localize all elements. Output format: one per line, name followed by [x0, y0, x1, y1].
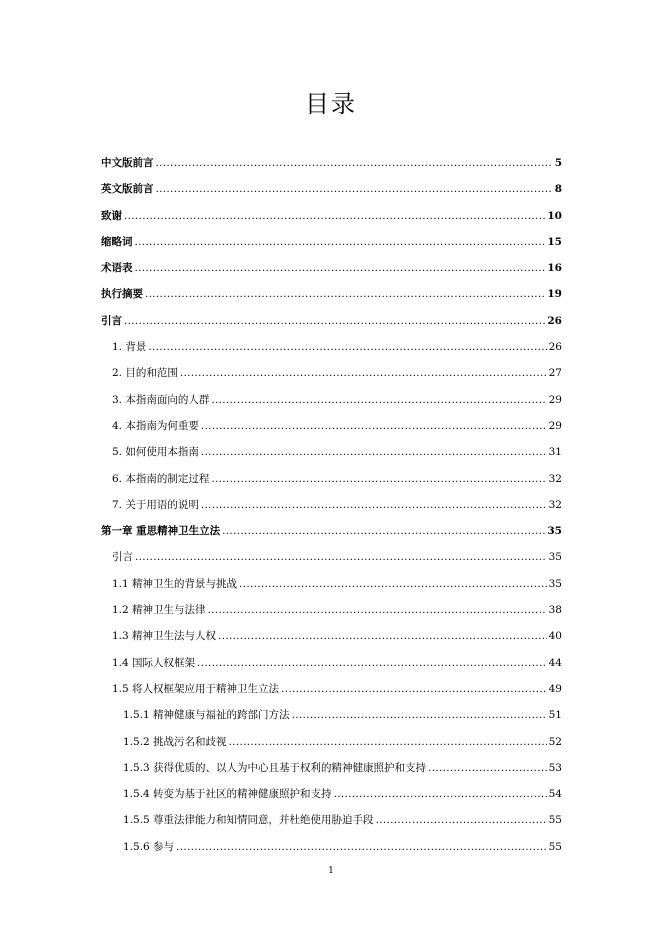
toc-entry-page-number: 19: [547, 288, 562, 301]
toc-entry[interactable]: [101, 807, 562, 833]
toc-entry[interactable]: [101, 623, 562, 649]
toc-entry-label: 1.3 精神卫生法与人权: [112, 630, 217, 643]
dot-leader: [376, 807, 547, 833]
toc-entry-page-number: 10: [547, 209, 562, 222]
toc-entry[interactable]: [101, 755, 562, 781]
dot-leader: [135, 229, 546, 255]
toc-entry-label: 1.5.4 转变为基于社区的精神健康照护和支持: [123, 788, 332, 801]
toc-entry-page-number: 29: [548, 393, 562, 406]
toc-entry-page-number: 32: [548, 498, 562, 511]
toc-entry-page-number: 5: [554, 157, 562, 169]
toc-entry-label: 5. 如何使用本指南: [112, 446, 199, 459]
toc-entry[interactable]: [101, 150, 562, 176]
dot-leader: [135, 544, 547, 570]
toc-entry-page-number: 27: [548, 367, 562, 380]
toc-entry-page-number: 38: [548, 604, 562, 617]
toc-entry-page-number: 55: [548, 814, 562, 827]
toc-entry-label: 1.2 精神卫生与法律: [112, 604, 206, 617]
dot-leader: [208, 597, 547, 623]
dot-leader: [145, 281, 545, 307]
toc-entry-label: 6. 本指南的制定过程: [112, 472, 210, 485]
toc-entry[interactable]: [101, 544, 562, 570]
toc-entry-page-number: 40: [548, 630, 562, 643]
dot-leader: [124, 203, 545, 229]
toc-entry-page-number: 54: [548, 788, 562, 801]
toc-entry-page-number: 26: [547, 314, 562, 327]
toc-entry[interactable]: [101, 492, 562, 518]
dot-leader: [211, 466, 546, 492]
toc-entry[interactable]: [101, 334, 562, 360]
dot-leader: [135, 255, 546, 281]
toc-entry[interactable]: [101, 781, 562, 807]
toc-entry-page-number: 55: [548, 840, 562, 853]
dot-leader: [148, 334, 546, 360]
dot-leader: [292, 702, 547, 728]
toc-entry-label: 1.5.3 获得优质的、以人为中心且基于权利的精神健康照护和支持: [123, 761, 427, 774]
toc-entry-page-number: 51: [548, 709, 562, 722]
dot-leader: [156, 176, 553, 202]
toc-entry-label: 缩略词: [101, 235, 133, 248]
toc-entry[interactable]: [101, 255, 562, 281]
toc-entry-page-number: 52: [548, 735, 562, 748]
toc-entry-label: 中文版前言: [101, 157, 154, 169]
toc-entry-label: 1.5.1 精神健康与福祉的跨部门方法: [123, 709, 290, 722]
toc-entry-page-number: 35: [548, 577, 562, 590]
dot-leader: [201, 413, 547, 439]
table-of-contents: [101, 150, 562, 860]
toc-entry-label: 1.4 国际人权框架: [112, 656, 196, 669]
toc-entry-page-number: 31: [548, 446, 562, 459]
dot-leader: [156, 150, 553, 176]
toc-entry[interactable]: [101, 413, 562, 439]
dot-leader: [201, 492, 547, 518]
dot-leader: [239, 571, 547, 597]
toc-entry-page-number: 53: [548, 761, 562, 774]
dot-leader: [180, 360, 547, 386]
toc-entry-page-number: 8: [554, 183, 562, 196]
toc-entry-label: 4. 本指南为何重要: [112, 419, 199, 432]
toc-entry[interactable]: [101, 176, 562, 202]
toc-entry[interactable]: [101, 308, 562, 334]
dot-leader: [218, 623, 547, 649]
toc-entry-page-number: 44: [548, 656, 562, 669]
toc-entry-page-number: 15: [547, 235, 562, 248]
dot-leader: [197, 650, 547, 676]
toc-entry[interactable]: [101, 729, 562, 755]
toc-entry-page-number: 49: [548, 682, 562, 695]
toc-entry-page-number: 29: [548, 419, 562, 432]
toc-entry-label: 1. 背景: [112, 341, 147, 354]
dot-leader: [124, 308, 545, 334]
toc-entry[interactable]: [101, 466, 562, 492]
toc-entry[interactable]: [101, 229, 562, 255]
toc-entry-label: 3. 本指南面向的人群: [112, 393, 210, 406]
dot-leader: [281, 676, 547, 702]
toc-entry-label: 1.5.2 挑战污名和歧视: [123, 735, 227, 748]
dot-leader: [176, 834, 547, 860]
toc-entry-page-number: 35: [548, 551, 562, 564]
dot-leader: [201, 439, 547, 465]
toc-entry-page-number: 16: [547, 262, 562, 275]
toc-entry-label: 引言: [112, 551, 133, 564]
toc-entry[interactable]: [101, 281, 562, 307]
toc-entry[interactable]: [101, 203, 562, 229]
toc-entry-label: 引言: [101, 314, 122, 327]
toc-entry[interactable]: [101, 834, 562, 860]
page-title: 目录: [305, 90, 357, 118]
toc-entry-label: 1.5 将人权框架应用于精神卫生立法: [112, 682, 280, 695]
toc-entry[interactable]: [101, 702, 562, 728]
dot-leader: [428, 755, 547, 781]
toc-entry[interactable]: [101, 387, 562, 413]
dot-leader: [222, 518, 545, 544]
toc-entry-page-number: 35: [547, 525, 562, 538]
toc-entry[interactable]: [101, 571, 562, 597]
toc-entry[interactable]: [101, 650, 562, 676]
toc-entry-label: 1.5.6 参与: [123, 840, 175, 853]
toc-entry-label: 致谢: [101, 209, 122, 222]
toc-entry[interactable]: [101, 518, 562, 544]
toc-entry-page-number: 32: [548, 472, 562, 485]
toc-entry[interactable]: [101, 360, 562, 386]
toc-entry[interactable]: [101, 439, 562, 465]
toc-entry-label: 2. 目的和范围: [112, 367, 178, 380]
toc-entry[interactable]: [101, 597, 562, 623]
toc-entry[interactable]: [101, 676, 562, 702]
dot-leader: [229, 729, 547, 755]
toc-entry-label: 英文版前言: [101, 183, 154, 196]
dot-leader: [334, 781, 547, 807]
toc-entry-page-number: 26: [548, 341, 562, 354]
toc-entry-label: 7. 关于用语的说明: [112, 498, 199, 511]
toc-entry-label: 执行摘要: [101, 288, 143, 301]
dot-leader: [211, 387, 546, 413]
toc-entry-label: 1.5.5 尊重法律能力和知情同意，并杜绝使用胁迫手段: [123, 814, 374, 827]
page-number: 1: [328, 866, 334, 876]
toc-entry-label: 术语表: [101, 262, 133, 275]
toc-entry-label: 1.1 精神卫生的背景与挑战: [112, 577, 238, 590]
toc-entry-label: 第一章 重思精神卫生立法: [101, 525, 221, 538]
